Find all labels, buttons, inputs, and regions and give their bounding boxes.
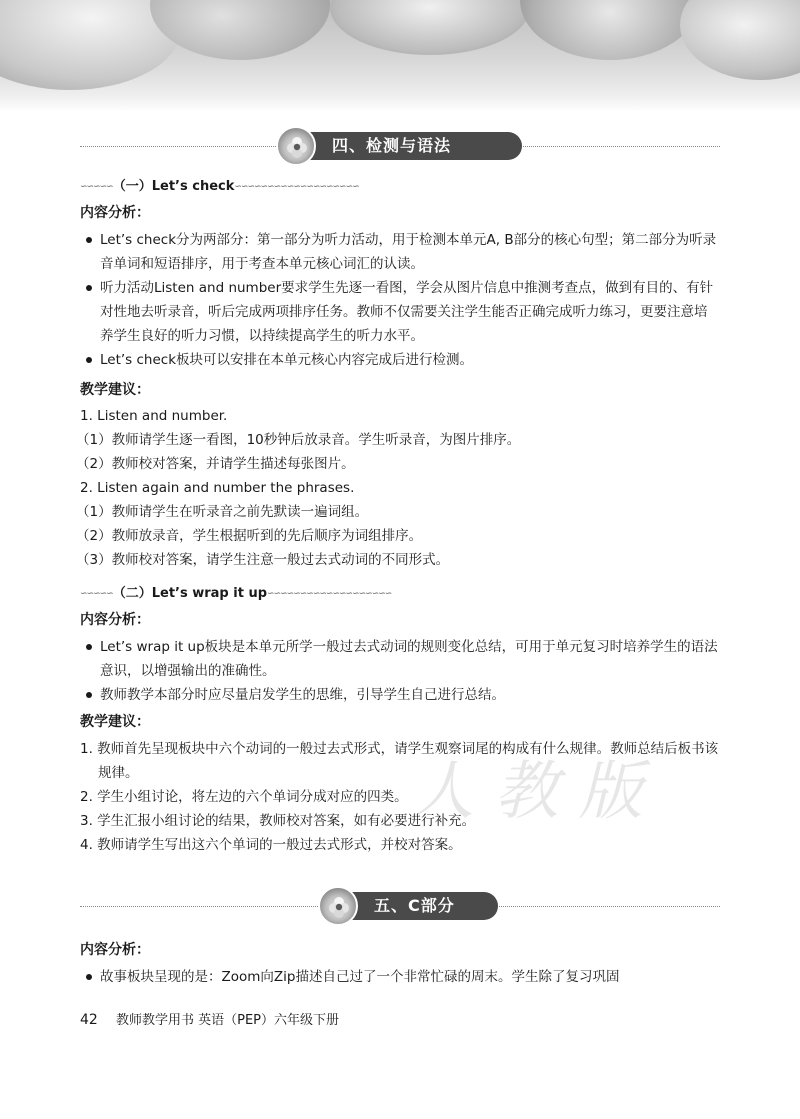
watermark: 人 教 版	[410, 755, 643, 829]
header-banner	[0, 0, 800, 112]
bullet-icon	[86, 692, 92, 698]
wave-ornament: ∽∽∽∽∽∽∽∽∽∽∽∽∽∽∽∽∽∽∽	[234, 182, 359, 192]
list-item: Let’s check板块可以安排在本单元核心内容完成后进行检测。	[80, 348, 720, 372]
subsection-title: （二）Let’s wrap it up	[112, 586, 268, 601]
bullet-icon	[86, 237, 92, 243]
list-item: 2. 学生小组讨论，将左边的六个单词分成对应的四类。	[80, 789, 408, 805]
section-title	[290, 132, 522, 160]
section-title-text: 四、检测与语法	[332, 136, 452, 155]
section-heading	[80, 128, 720, 164]
analysis-list	[80, 228, 720, 372]
subsection-heading	[80, 177, 359, 197]
bullet-icon	[86, 357, 92, 363]
wave-ornament: ∽∽∽∽∽	[80, 589, 113, 599]
list-item: 2. Listen again and number the phrases.	[80, 480, 355, 496]
list-item: 1. 教师首先呈现板块中六个动词的一般过去式形式，请学生观察词尾的构成有什么规律。教师总结后板书该规律。	[80, 741, 719, 781]
bullet-icon	[86, 974, 92, 980]
flower-icon	[276, 126, 316, 166]
page-footer	[80, 1010, 339, 1031]
suggestion-list	[76, 404, 720, 572]
list-item: 教师教学本部分时应尽量启发学生的思维，引导学生自己进行总结。	[80, 683, 720, 707]
flower-decoration	[330, 0, 530, 55]
flower-decoration	[150, 0, 330, 60]
list-item: Let’s check分为两部分：第一部分为听力活动，用于检测本单元A, B部分的核心句型；第二部分为听录音单词和短语排序，用于考查本单元核心词汇的认读。	[80, 228, 720, 276]
flower-decoration	[520, 0, 700, 60]
bullet-icon	[86, 644, 92, 650]
list-item: （2）教师放录音，学生根据听到的先后顺序为词组排序。	[76, 528, 423, 544]
flower-icon	[318, 886, 358, 926]
subsection-heading	[80, 584, 391, 604]
analysis-list	[80, 965, 720, 989]
analysis-label: 内容分析：	[80, 612, 150, 628]
list-item: （2）教师校对答案，并请学生描述每张图片。	[76, 456, 355, 472]
list-item: 听力活动Listen and number要求学生先逐一看图，学会从图片信息中推测考查点，做到有目的、有针对性地去听录音，听后完成两项排序任务。教师不仅需要关注学生能否正确完成听力练习，更要注意培养学生良好的听力习惯，以持续提高学生的听力水平。	[80, 276, 720, 348]
suggestion-list	[80, 737, 720, 857]
list-item: Let’s wrap it up板块是本单元所学一般过去式动词的规则变化总结，可用于单元复习时培养学生的语法意识，以增强输出的准确性。	[80, 635, 720, 683]
list-item: （3）教师校对答案，请学生注意一般过去式动词的不同形式。	[76, 552, 450, 568]
section-heading	[80, 888, 720, 924]
suggestion-label: 教学建议：	[80, 714, 150, 730]
list-item: （1）教师请学生逐一看图，10秒钟后放录音。学生听录音，为图片排序。	[76, 432, 521, 448]
wave-ornament: ∽∽∽∽∽∽∽∽∽∽∽∽∽∽∽∽∽∽∽	[267, 589, 392, 599]
analysis-list	[80, 635, 720, 707]
wave-ornament: ∽∽∽∽∽	[80, 182, 113, 192]
book-title: 教师教学用书 英语（PEP）六年级下册	[115, 1013, 339, 1028]
list-item: 故事板块呈现的是：Zoom向Zip描述自己过了一个非常忙碌的周末。学生除了复习巩固	[80, 965, 720, 989]
section-title-text: 五、C部分	[374, 896, 455, 915]
page-number: 42	[80, 1012, 98, 1028]
analysis-label: 内容分析：	[80, 942, 150, 958]
subsection-title: （一）Let’s check	[112, 179, 235, 194]
list-item: （1）教师请学生在听录音之前先默读一遍词组。	[76, 504, 369, 520]
bullet-icon	[86, 285, 92, 291]
flower-decoration	[680, 0, 800, 80]
analysis-label: 内容分析：	[80, 205, 150, 221]
suggestion-label: 教学建议：	[80, 382, 150, 398]
list-item: 4. 教师请学生写出这六个单词的一般过去式形式，并校对答案。	[80, 837, 462, 853]
list-item: 3. 学生汇报小组讨论的结果，教师校对答案，如有必要进行补充。	[80, 813, 476, 829]
list-item: 1. Listen and number.	[80, 408, 228, 424]
